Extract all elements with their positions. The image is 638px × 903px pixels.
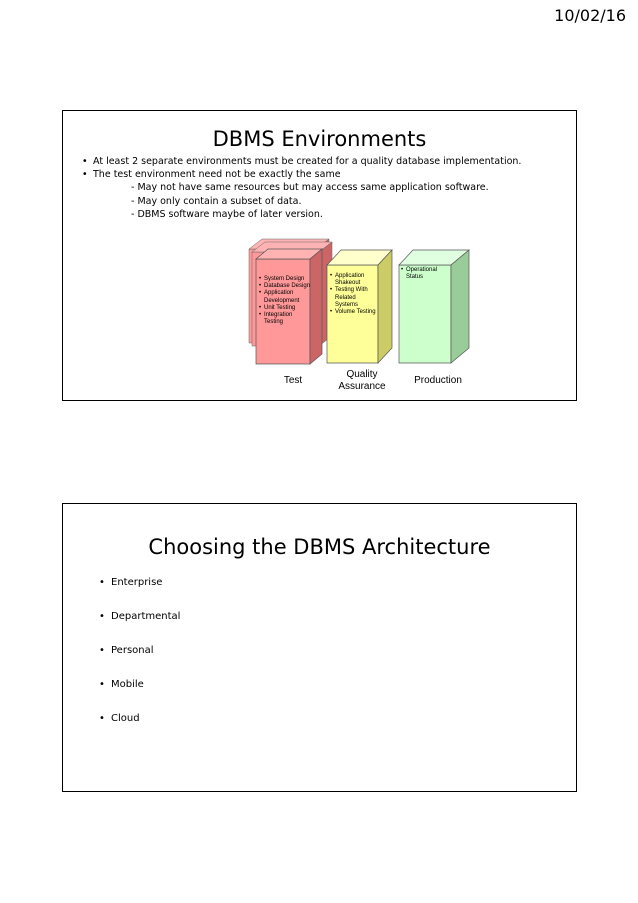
qa-label [329,369,395,393]
test-item: • System Design [259,276,311,283]
bullet-item: • Enterprise [99,577,180,611]
page-date: 10/02/16 [554,6,626,25]
bullet-item: • At least 2 separate environments must be created for a quality database implementation. [79,155,569,168]
qa-item-cont: Shakeout [335,280,361,287]
bullet-item: • Mobile [99,679,180,713]
slide-dbms-environments [62,110,577,401]
test-item: • Integration [259,312,311,319]
test-item: • Application [259,290,311,297]
test-item-cont: Development [264,297,300,304]
bullet-item: • Personal [99,645,180,679]
test-box-text [259,276,311,326]
test-label: Test [283,375,303,386]
test-item: • Database Design [259,283,311,290]
bullet-item: • Cloud [99,713,180,747]
test-item: • Unit Testing [259,305,311,312]
test-item-cont: Testing [264,319,284,326]
qa-item: • Volume Testing [330,309,380,316]
qa-item: • Application [330,273,380,280]
qa-box-text [330,273,380,316]
slide-dbms-architecture [62,503,577,792]
qa-label-line1: Quality [346,369,378,380]
production-label: Production [414,375,462,386]
production-item-cont: Status [406,274,424,281]
bullet-list [99,577,180,747]
production-item: • Operational [401,267,451,274]
environments-diagram [63,111,576,400]
production-box-text [401,267,451,281]
sub-bullet-item: - May only contain a subset of data. [131,195,302,207]
slide-title: Choosing the DBMS Architecture [148,535,491,559]
bullet-item: • Departmental [99,611,180,645]
slide-title: DBMS Environments [212,127,427,151]
sub-bullet-item: - May not have same resources but may access same application software. [131,182,489,194]
bullet-item: • The test environment need not be exactly the same [79,168,569,181]
sub-bullet-item: - DBMS software maybe of later version. [131,208,323,220]
qa-label-line2: Assurance [338,381,386,392]
qa-item-cont: Related Systems [335,294,359,308]
qa-item: • Testing With [330,287,380,294]
